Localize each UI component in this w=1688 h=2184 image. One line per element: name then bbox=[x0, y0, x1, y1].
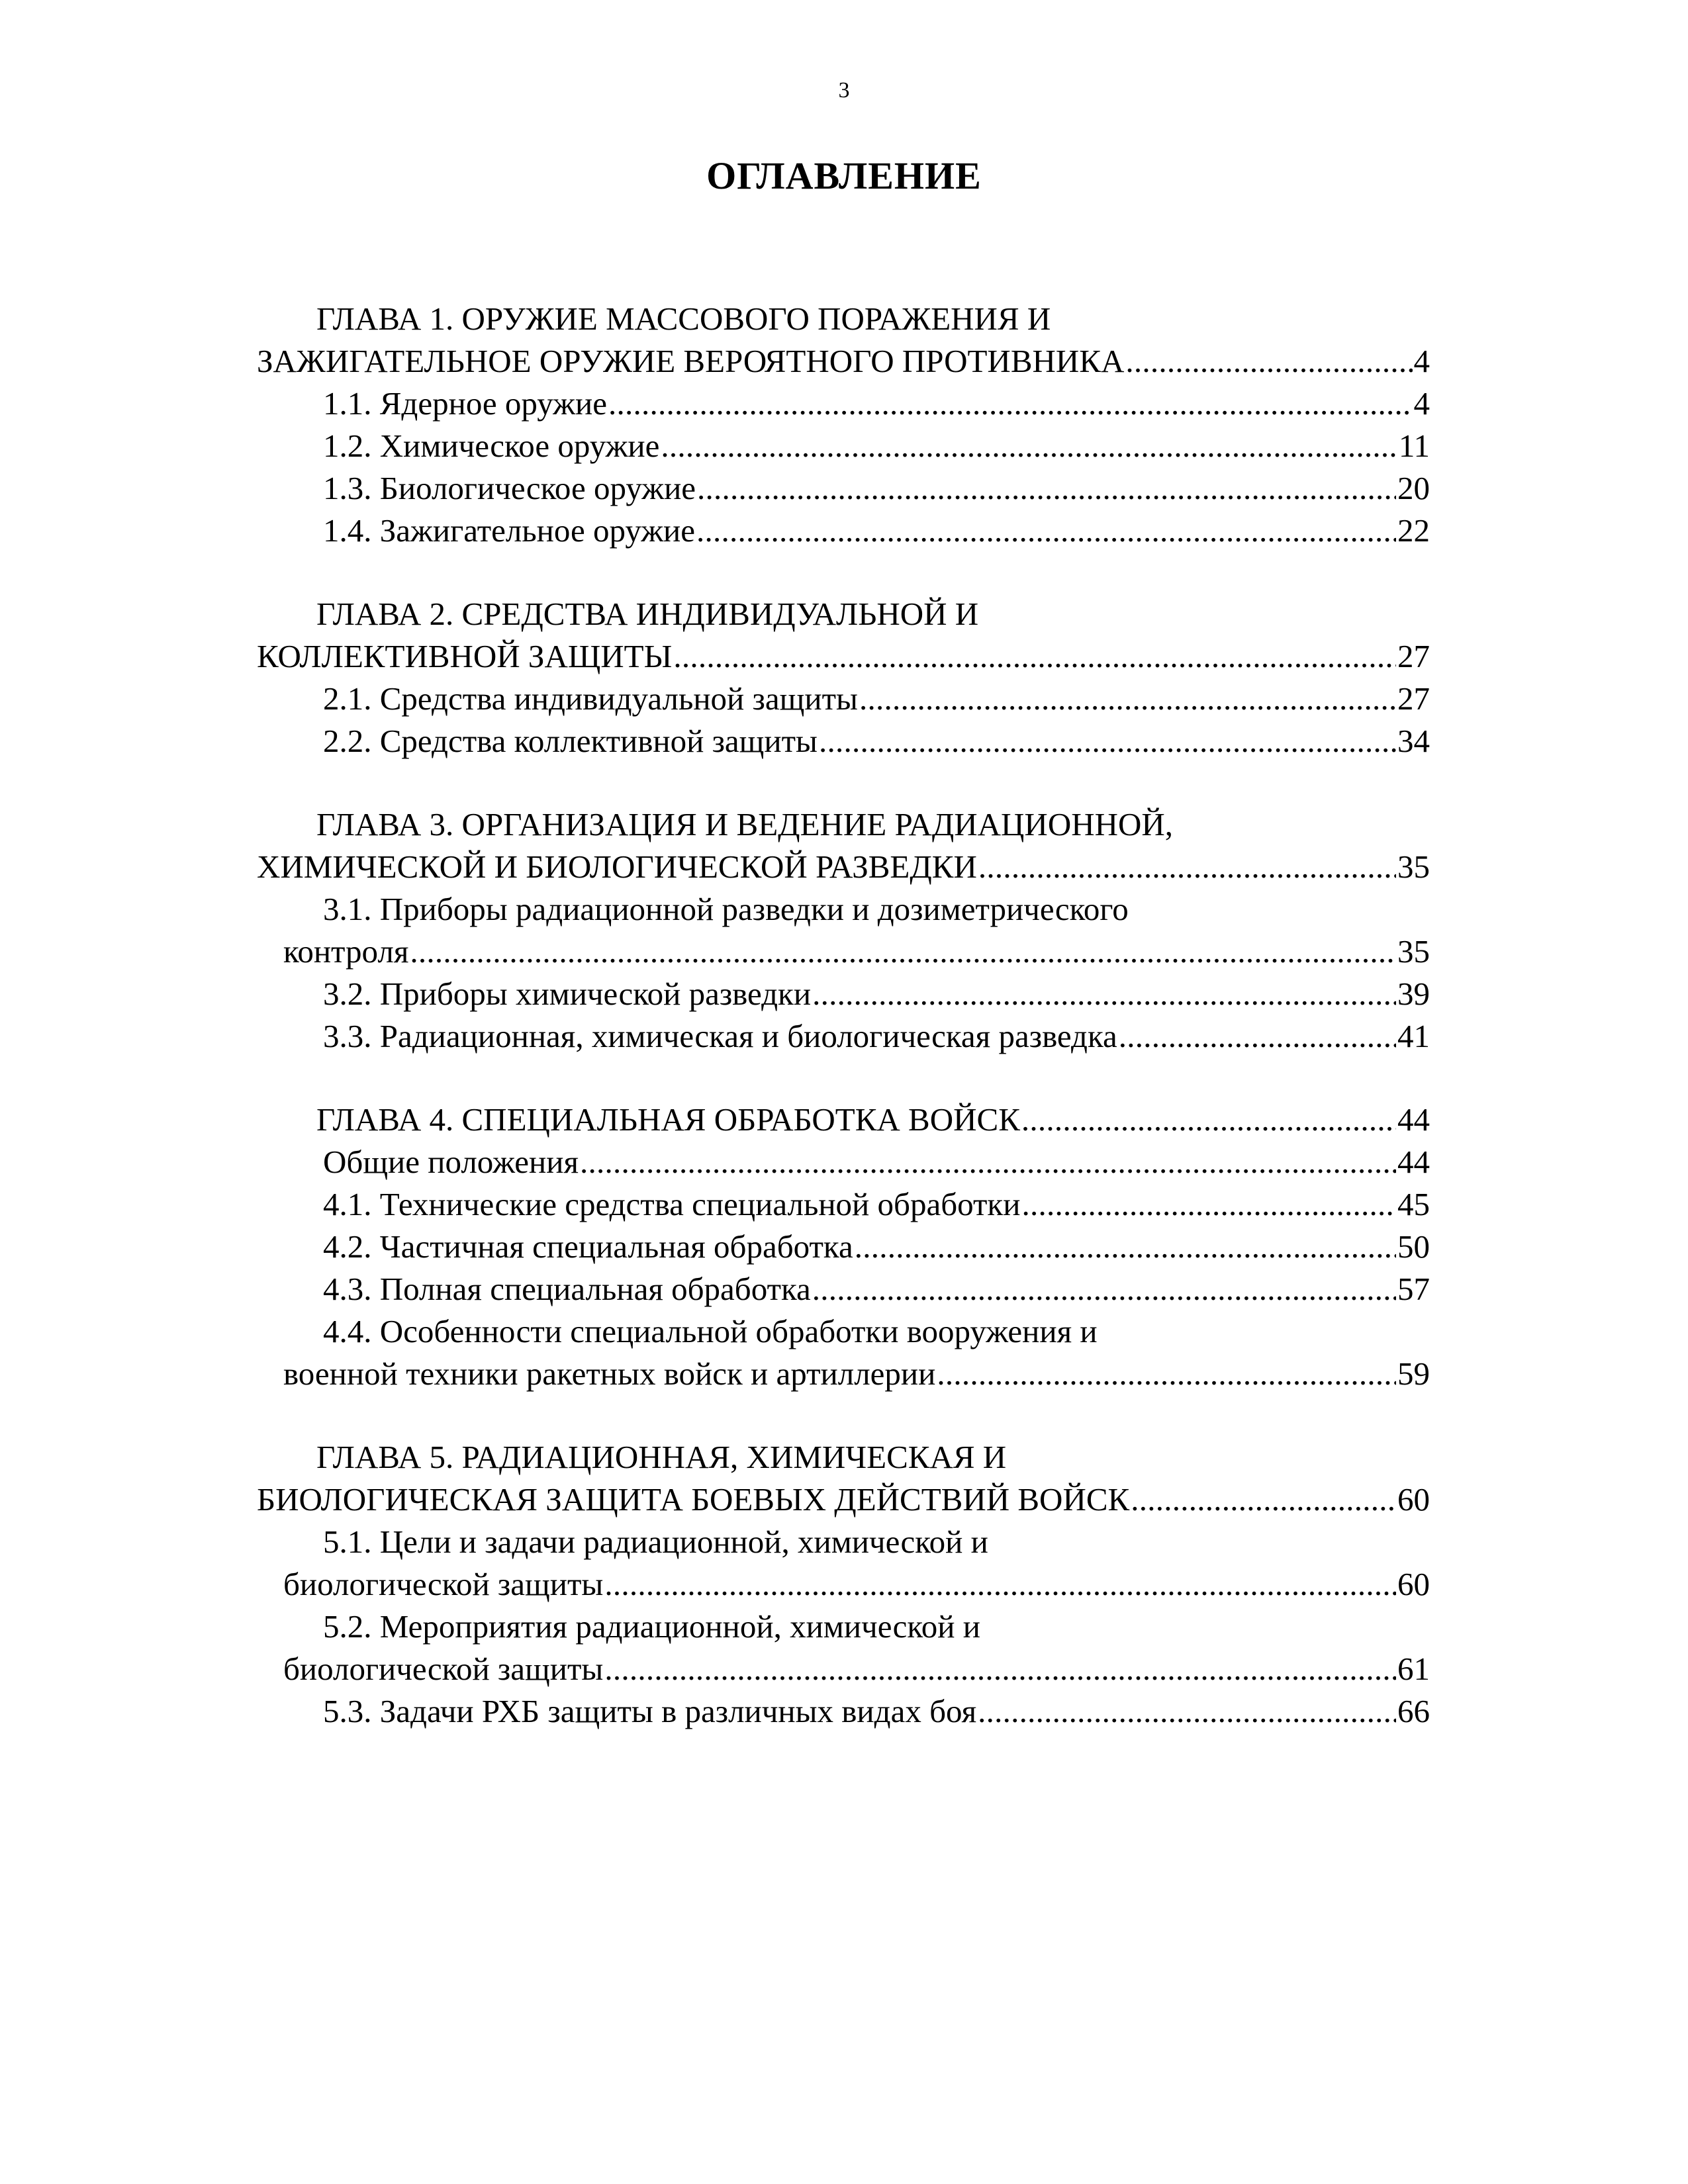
page-ref: 57 bbox=[1397, 1271, 1430, 1307]
toc-entry[interactable] bbox=[257, 1141, 1430, 1183]
section-title: 2.1. Средства индивидуальной защиты bbox=[323, 680, 858, 717]
toc-chapter-1 bbox=[257, 298, 1430, 552]
page-ref: 22 bbox=[1397, 512, 1430, 549]
page-ref: 39 bbox=[1397, 976, 1430, 1012]
section-title-continued: контроля bbox=[283, 933, 409, 970]
table-of-contents bbox=[257, 298, 1430, 1774]
section-title: 4.3. Полная специальная обработка bbox=[323, 1271, 811, 1307]
section-title: 3.2. Приборы химической разведки bbox=[323, 976, 812, 1012]
leader-dots bbox=[580, 1141, 1396, 1183]
toc-entry-chapter-3[interactable] bbox=[257, 846, 1430, 888]
toc-entry[interactable] bbox=[257, 1268, 1430, 1310]
chapter-heading-continued: ЗАЖИГАТЕЛЬНОЕ ОРУЖИЕ ВЕРОЯТНОГО ПРОТИВНИКА bbox=[257, 343, 1125, 379]
page-ref: 50 bbox=[1397, 1228, 1430, 1265]
page-ref: 61 bbox=[1397, 1651, 1430, 1687]
chapter-heading-continued: БИОЛОГИЧЕСКАЯ ЗАЩИТА БОЕВЫХ ДЕЙСТВИЙ ВОЙСК bbox=[257, 1481, 1130, 1518]
chapter-heading: ГЛАВА 3. ОРГАНИЗАЦИЯ И ВЕДЕНИЕ РАДИАЦИОННОЙ, bbox=[316, 806, 1174, 842]
chapter-heading: ГЛАВА 5. РАДИАЦИОННАЯ, ХИМИЧЕСКАЯ И bbox=[316, 1439, 1007, 1475]
page-ref: 41 bbox=[1397, 1018, 1430, 1054]
chapter-heading-continued: КОЛЛЕКТИВНОЙ ЗАЩИТЫ bbox=[257, 638, 673, 674]
leader-dots bbox=[697, 467, 1396, 510]
toc-entry[interactable] bbox=[257, 1648, 1430, 1690]
section-title: 5.1. Цели и задачи радиационной, химической и bbox=[323, 1524, 988, 1560]
leader-dots bbox=[608, 383, 1413, 425]
page-ref: 44 bbox=[1397, 1144, 1430, 1180]
leader-dots bbox=[661, 425, 1397, 467]
page-ref: 35 bbox=[1397, 848, 1430, 885]
toc-entry[interactable] bbox=[257, 383, 1430, 425]
page-ref: 20 bbox=[1397, 470, 1430, 506]
toc-entry[interactable] bbox=[257, 1353, 1430, 1395]
toc-chapter-5 bbox=[257, 1436, 1430, 1733]
leader-dots bbox=[1021, 1099, 1396, 1141]
toc-chapter-3 bbox=[257, 803, 1430, 1058]
toc-entry[interactable] bbox=[257, 1015, 1430, 1058]
page-number: 3 bbox=[838, 78, 850, 103]
chapter-heading-continued: ХИМИЧЕСКОЙ И БИОЛОГИЧЕСКОЙ РАЗВЕДКИ bbox=[257, 848, 977, 885]
page-ref: 35 bbox=[1397, 933, 1430, 970]
toc-entry[interactable] bbox=[257, 1183, 1430, 1226]
toc-entry[interactable] bbox=[257, 510, 1430, 552]
section-title-continued: военной техники ракетных войск и артиллерии bbox=[283, 1355, 936, 1392]
section-title-continued: биологической защиты bbox=[283, 1566, 604, 1602]
page-ref: 60 bbox=[1397, 1566, 1430, 1602]
page-ref: 66 bbox=[1397, 1693, 1430, 1729]
chapter-heading: ГЛАВА 1. ОРУЖИЕ МАССОВОГО ПОРАЖЕНИЯ И bbox=[316, 300, 1051, 337]
toc-entry[interactable] bbox=[257, 1563, 1430, 1606]
leader-dots bbox=[1131, 1479, 1396, 1521]
toc-entry[interactable] bbox=[257, 973, 1430, 1015]
page-ref: 11 bbox=[1398, 428, 1430, 464]
leader-dots bbox=[819, 720, 1396, 762]
section-title-continued: биологической защиты bbox=[283, 1651, 604, 1687]
section-title: 5.2. Мероприятия радиационной, химической и bbox=[323, 1608, 980, 1645]
leader-dots bbox=[855, 1226, 1396, 1268]
toc-entry-chapter-2[interactable] bbox=[257, 635, 1430, 678]
page-ref: 4 bbox=[1413, 343, 1430, 379]
toc-entry-chapter-4[interactable] bbox=[257, 1099, 1430, 1141]
leader-dots bbox=[978, 1690, 1396, 1733]
section-title: 1.1. Ядерное оружие bbox=[323, 385, 607, 422]
leader-dots bbox=[1119, 1015, 1396, 1058]
section-title: 3.3. Радиационная, химическая и биологическая разведка bbox=[323, 1018, 1117, 1054]
section-title: 1.2. Химическое оружие bbox=[323, 428, 660, 464]
leader-dots bbox=[812, 973, 1396, 1015]
toc-chapter-2 bbox=[257, 593, 1430, 762]
section-title: 1.4. Зажигательное оружие bbox=[323, 512, 696, 549]
toc-entry[interactable] bbox=[257, 467, 1430, 510]
page-ref: 45 bbox=[1397, 1186, 1430, 1222]
toc-title: ОГЛАВЛЕНИЕ bbox=[706, 154, 982, 197]
toc-entry[interactable] bbox=[257, 425, 1430, 467]
chapter-heading: ГЛАВА 2. СРЕДСТВА ИНДИВИДУАЛЬНОЙ И bbox=[316, 596, 979, 632]
section-title: 1.3. Биологическое оружие bbox=[323, 470, 696, 506]
leader-dots bbox=[410, 931, 1396, 973]
leader-dots bbox=[696, 510, 1396, 552]
section-title: 4.2. Частичная специальная обработка bbox=[323, 1228, 853, 1265]
leader-dots bbox=[673, 635, 1396, 678]
page-ref: 34 bbox=[1397, 723, 1430, 759]
section-title: 4.4. Особенности специальной обработки вооружения и bbox=[323, 1313, 1098, 1349]
section-title: 4.1. Технические средства специальной обработки bbox=[323, 1186, 1021, 1222]
leader-dots bbox=[604, 1563, 1396, 1606]
chapter-heading: ГЛАВА 4. СПЕЦИАЛЬНАЯ ОБРАБОТКА ВОЙСК bbox=[316, 1101, 1020, 1138]
leader-dots bbox=[1021, 1183, 1396, 1226]
section-title: Общие положения bbox=[323, 1144, 579, 1180]
toc-chapter-4 bbox=[257, 1099, 1430, 1395]
toc-entry[interactable] bbox=[257, 1690, 1430, 1733]
toc-entry[interactable] bbox=[257, 1226, 1430, 1268]
page-ref: 4 bbox=[1413, 385, 1430, 422]
toc-entry-chapter-5[interactable] bbox=[257, 1479, 1430, 1521]
leader-dots bbox=[1125, 340, 1412, 383]
page-ref: 59 bbox=[1397, 1355, 1430, 1392]
leader-dots bbox=[937, 1353, 1396, 1395]
page-ref: 44 bbox=[1397, 1101, 1430, 1138]
page-ref: 60 bbox=[1397, 1481, 1430, 1518]
toc-entry-chapter-1[interactable] bbox=[257, 340, 1430, 383]
leader-dots bbox=[859, 678, 1396, 720]
leader-dots bbox=[812, 1268, 1396, 1310]
section-title: 5.3. Задачи РХБ защиты в различных видах боя bbox=[323, 1693, 977, 1729]
toc-entry[interactable] bbox=[257, 678, 1430, 720]
leader-dots bbox=[978, 846, 1396, 888]
page-ref: 27 bbox=[1397, 638, 1430, 674]
section-title: 2.2. Средства коллективной защиты bbox=[323, 723, 818, 759]
section-title: 3.1. Приборы радиационной разведки и дозиметрического bbox=[323, 891, 1129, 927]
page-ref: 27 bbox=[1397, 680, 1430, 717]
toc-entry[interactable] bbox=[257, 931, 1430, 973]
leader-dots bbox=[604, 1648, 1396, 1690]
toc-entry[interactable] bbox=[257, 720, 1430, 762]
